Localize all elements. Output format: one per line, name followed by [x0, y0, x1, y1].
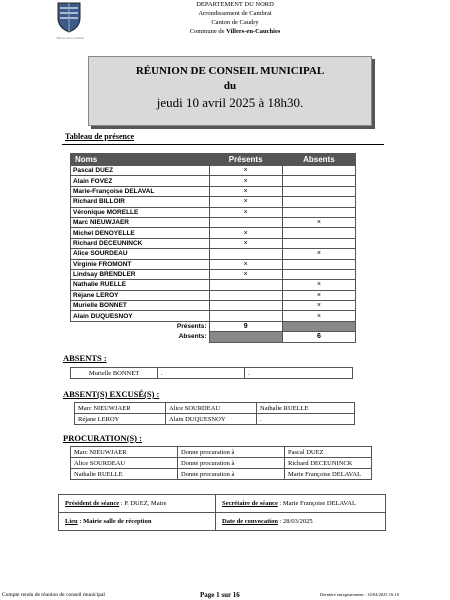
excuses-table	[74, 402, 355, 425]
table-row	[71, 166, 356, 176]
member-name: Lindsay BRENDLER	[71, 269, 210, 279]
absent-mark: ×	[282, 249, 355, 259]
table-row	[71, 311, 356, 321]
convocation-cell	[216, 513, 386, 531]
table-row	[71, 176, 356, 186]
member-name: Virginie FROMONT	[71, 259, 210, 269]
document-header	[140, 0, 330, 36]
presence-table-label: Tableau de présence	[65, 132, 135, 141]
procuration-giver: Marc NIEUWJAER	[71, 447, 178, 458]
absent-cell: .	[245, 368, 353, 379]
presence-table	[70, 153, 356, 343]
commune-coat-of-arms-logo	[52, 0, 86, 34]
table-row	[71, 207, 356, 217]
table-row	[59, 513, 386, 531]
procuration-giver: Alice SOURDEAU	[71, 458, 178, 469]
present-mark	[209, 290, 282, 300]
column-header-names: Noms	[71, 154, 210, 166]
present-mark: ×	[209, 186, 282, 196]
procuration-receiver: Richard DECEUNINCK	[285, 458, 372, 469]
table-row	[71, 249, 356, 259]
canton-line: Canton de Caudry	[211, 19, 259, 26]
commune-name: Villers-en-Cauchies	[226, 28, 281, 35]
member-name: Alain FOVEZ	[71, 176, 210, 186]
lieu-value: : Mairie salle de réception	[77, 518, 152, 525]
meeting-title: RÉUNION DE CONSEIL MUNICIPAL	[135, 65, 325, 77]
absent-mark: ×	[282, 217, 355, 227]
secretaire-value: : Marie Françoise DELAVAL	[277, 500, 356, 507]
procurations-table	[70, 446, 372, 480]
meeting-title-box	[88, 56, 372, 126]
present-mark	[209, 311, 282, 321]
section-separator	[62, 144, 384, 145]
logo-caption: Villers-en-Cauchies	[56, 36, 84, 40]
procuration-receiver: Marie Françoise DELAVAL	[285, 469, 372, 480]
present-mark: ×	[209, 269, 282, 279]
absent-mark: ×	[282, 311, 355, 321]
absent-mark: ×	[282, 290, 355, 300]
member-name: Pascal DUEZ	[71, 166, 210, 176]
absent-mark	[282, 238, 355, 248]
absent-cell: .	[158, 368, 245, 379]
present-mark: ×	[209, 166, 282, 176]
excused-cell: Nathalie RUELLE	[257, 403, 355, 414]
present-mark	[209, 249, 282, 259]
procurations-label: PROCURATION(S) :	[63, 433, 142, 443]
present-mark: ×	[209, 238, 282, 248]
absent-mark: ×	[282, 280, 355, 290]
commune-prefix: Commune de	[189, 28, 227, 35]
total-absent-row	[71, 332, 356, 342]
absents-table	[70, 367, 353, 379]
table-row	[71, 197, 356, 207]
procuration-text: Donne procuration à	[178, 469, 285, 480]
meeting-title-du: du	[223, 80, 237, 92]
total-absent-empty	[209, 332, 282, 342]
lieu-cell	[59, 513, 216, 531]
present-mark: ×	[209, 228, 282, 238]
lieu-label: Lieu	[65, 518, 78, 525]
meeting-date: jeudi 10 avril 2025 à 18h30.	[156, 95, 304, 110]
present-mark	[209, 217, 282, 227]
table-row	[71, 238, 356, 248]
table-row	[71, 290, 356, 300]
secretaire-cell	[216, 495, 386, 513]
absent-mark	[282, 186, 355, 196]
procuration-receiver: Pascal DUEZ	[285, 447, 372, 458]
session-info-table	[58, 494, 386, 531]
absent-mark	[282, 176, 355, 186]
excused-cell: .	[257, 414, 355, 425]
absent-mark	[282, 259, 355, 269]
present-mark: ×	[209, 176, 282, 186]
column-header-absent: Absents	[282, 154, 355, 166]
president-cell	[59, 495, 216, 513]
procuration-text: Donne procuration à	[178, 447, 285, 458]
table-row	[75, 414, 355, 425]
table-row	[71, 447, 372, 458]
excused-cell: Marc NIEUWJAER	[75, 403, 166, 414]
table-row	[71, 269, 356, 279]
member-name: Véronique MORELLE	[71, 207, 210, 217]
total-present-empty	[282, 321, 355, 331]
member-name: Michel DENOYELLE	[71, 228, 210, 238]
table-row	[71, 186, 356, 196]
procuration-text: Donne procuration à	[178, 458, 285, 469]
convocation-value: : 28/03/2025	[277, 518, 313, 525]
excused-cell: Alain DUQUESNOY	[166, 414, 257, 425]
absent-mark	[282, 207, 355, 217]
present-mark: ×	[209, 197, 282, 207]
absent-mark	[282, 228, 355, 238]
member-name: Nathalie RUELLE	[71, 280, 210, 290]
total-absent-label: Absents:	[178, 333, 207, 341]
footer-doc-title: Compte rendu de réunion de conseil municipal	[2, 592, 105, 598]
table-row	[71, 280, 356, 290]
table-row	[71, 458, 372, 469]
total-absent-value: 6	[282, 332, 355, 342]
secretaire-label: Secrétaire de séance	[222, 500, 278, 507]
column-header-present: Présents	[209, 154, 282, 166]
excused-cell: Réjane LEROY	[75, 414, 166, 425]
president-value: : P. DUEZ, Maire	[119, 500, 167, 507]
member-name: Alice SOURDEAU	[71, 249, 210, 259]
convocation-label: Date de convocation	[222, 518, 278, 525]
member-name: Richard DECEUNINCK	[71, 238, 210, 248]
commune-line	[140, 27, 330, 36]
absent-mark	[282, 166, 355, 176]
table-row	[71, 368, 353, 379]
member-name: Murielle BONNET	[71, 301, 210, 311]
footer-page-number: Page 1 sur 16	[200, 591, 240, 599]
absent-mark	[282, 197, 355, 207]
member-name: Marie-Françoise DELAVAL	[71, 186, 210, 196]
present-mark	[209, 280, 282, 290]
present-mark	[209, 301, 282, 311]
page-footer	[0, 592, 450, 600]
total-present-label: Présents:	[176, 323, 207, 331]
table-row	[75, 403, 355, 414]
footer-last-saved: Dernière enregistrement : 14/04/2025 16:10	[320, 592, 399, 597]
member-name: Marc NIEUWJAER	[71, 217, 210, 227]
excused-cell: Alice SOURDEAU	[166, 403, 257, 414]
total-present-value: 9	[209, 321, 282, 331]
table-row	[71, 469, 372, 480]
department-line: DEPARTEMENT DU NORD	[196, 1, 274, 8]
table-row	[71, 217, 356, 227]
member-name: Alain DUQUESNOY	[71, 311, 210, 321]
table-row	[71, 259, 356, 269]
absent-mark	[282, 269, 355, 279]
procuration-giver: Nathalie RUELLE	[71, 469, 178, 480]
arrondissement-line: Arrondissement de Cambrai	[198, 10, 272, 17]
member-name: Richard BILLOIR	[71, 197, 210, 207]
present-mark: ×	[209, 259, 282, 269]
absents-label: ABSENTS :	[63, 353, 107, 363]
excuses-label: ABSENT(S) EXCUSÉ(S) :	[63, 389, 160, 399]
table-row	[71, 301, 356, 311]
total-present-row	[71, 321, 356, 331]
absent-mark: ×	[282, 301, 355, 311]
table-row	[59, 495, 386, 513]
absent-cell: Murielle BONNET	[71, 368, 158, 379]
president-label: Président de séance	[65, 500, 120, 507]
present-mark: ×	[209, 207, 282, 217]
table-row	[71, 228, 356, 238]
member-name: Réjane LEROY	[71, 290, 210, 300]
